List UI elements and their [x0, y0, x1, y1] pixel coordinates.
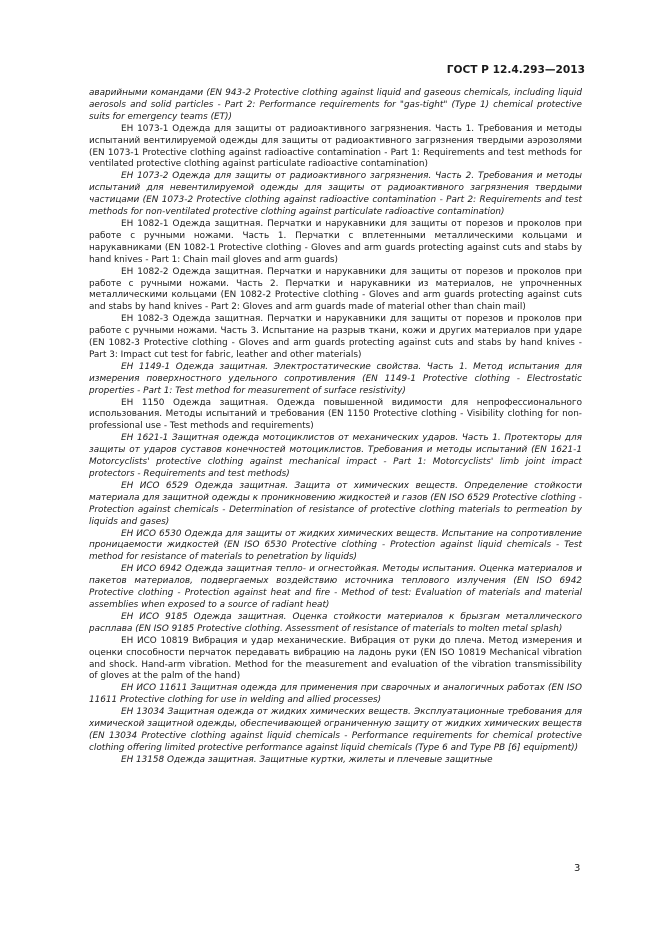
paragraph: ЕН ИСО 6530 Одежда для защиты от жидких химических веществ. Испытание на сопротивление проницаемости жидкостей (EN ISO 6530 Protective clothing - Protection against liquid chemicals - Test method for resistance of materials to penetration by liquids): [89, 528, 582, 563]
paragraph: ЕН 1150 Одежда защитная. Одежда повышенной видимости для непрофессионального использования. Методы испытаний и требования (EN 1150 Protective clothing - Visibility clothing for non-professional use - Test methods and requirements): [89, 397, 582, 432]
paragraph: ЕН ИСО 10819 Вибрация и удар механические. Вибрация от руки до плеча. Метод измерения и оценки способности перчаток передавать вибрацию на ладонь руки (EN ISO 10819 Mechanical vibration and shock. Hand-arm vibration. Method for the measurement and evaluation of the vibration transmissibility of gloves at the palm of the hand): [89, 635, 582, 682]
paragraph: ЕН 13158 Одежда защитная. Защитные куртки, жилеты и плечевые защитные: [121, 754, 493, 765]
paragraph: ЕН 1082-1 Одежда защитная. Перчатки и нарукавники для защиты от порезов и проколов при работе с ручными ножами. Часть 1. Перчатки с вплетенными металлическими кольцами и нарукавниками (EN 1082-1 Protective clothing - Gloves and arm guards protecting against cuts and stabs by hand knives - Part 1: Chain mail gloves and arm guards): [89, 218, 582, 265]
paragraph: ЕН ИСО 11611 Защитная одежда для применения при сварочных и аналогичных работах (EN ISO 11611 Protective clothing for use in welding and allied processes): [89, 683, 582, 706]
paragraph: ЕН 13034 Защитная одежда от жидких химических веществ. Эксплуатационные требования для химической защитной одежды, обеспечивающей ограниченную защиту от жидких химических веществ (EN 13034 Protective clothing against liquid chemicals - Performance requirements for chemical protective clothing offering limited protective performance against liquid chemicals (Type 6 and Type PB [6] equipment)): [89, 707, 582, 753]
paragraph: ЕН 1073-2 Одежда для защиты от радиоактивного загрязнения. Часть 2. Требования и методы испытаний для невентилируемой одежды для защиты от радиоактивного загрязнения твердыми частицами (EN 1073-2 Protective clothing against radioactive contamination - Part 2: Requirements and test methods for non-ventilated protective clothing against particulate radioactive contamination): [89, 171, 582, 218]
paragraph: ЕН 1621-1 Защитная одежда мотоциклистов от механических ударов. Часть 1. Протекторы для защиты от ударов суставов конечностей мотоциклистов. Требования и методы испытаний (EN 1621-1 Motorcyclists' protective clothing against mechanical impact - Part 1: Motorcyclists' limb joint impact protectors - Requirements and test methods): [89, 433, 582, 479]
document-body: [89, 88, 582, 767]
paragraph: ЕН ИСО 9185 Одежда защитная. Оценка стойкости материалов к брызгам металлического расплава (EN ISO 9185 Protective clothing. Assessment of resistance of materials to molten metal splash): [89, 611, 582, 634]
paragraph: ЕН 1082-3 Одежда защитная. Перчатки и нарукавники для защиты от порезов и проколов при работе с ручными ножами. Часть 3. Испытание на разрыв ткани, кожи и других материалов при ударе (EN 1082-3 Protective clothing - Gloves and arm guards protecting against cuts and stabs by hand knives - Part 3: Impact cut test for fabric, leather and other materials): [89, 314, 582, 360]
paragraph: аварийными командами (EN 943-2 Protective clothing against liquid and gaseous chemicals, including liquid aerosols and solid particles - Part 2: Performance requirements for "gas-tight" (Type 1) chemical protective suits for emergency teams (ET)): [89, 88, 582, 122]
paragraph: ЕН ИСО 6942 Одежда защитная тепло- и огнестойкая. Методы испытания. Оценка материалов и пакетов материалов, подвергаемых воздействию источника теплового излучения (EN ISO 6942 Protective clothing - Protection against heat and fire - Method of test: Evaluation of materials and material assemblies when exposed to a source of radiant heat): [89, 564, 582, 610]
paragraph: ЕН ИСО 6529 Одежда защитная. Защита от химических веществ. Определение стойкости материала для защитной одежды к проникновению жидкостей и газов (EN ISO 6529 Protective clothing - Protection against chemicals - Determination of resistance of protective clothing materials to permeation by liquids and gases): [89, 480, 582, 527]
paragraph: ЕН 1073-1 Одежда для защиты от радиоактивного загрязнения. Часть 1. Требования и методы испытаний вентилируемой одежды для защиты от радиоактивного загрязнения твердыми аэрозолями (EN 1073-1 Protective clothing against radioactive contamination - Part 1: Requirements and test methods for ventilated protective clothing against particulate radioactive contamination): [89, 123, 582, 170]
document-header: ГОСТ Р 12.4.293—2013: [446, 64, 585, 76]
paragraph: ЕН 1082-2 Одежда защитная. Перчатки и нарукавники для защиты от порезов и проколов при работе с ручными ножами. Часть 2. Перчатки и нарукавники из материалов, не упрочненных металлическими кольцами (EN 1082-2 Protective clothing - Gloves and arm guards protecting against cuts and stabs by hand knives - Part 2: Gloves and arm guards made of material other than chain mail): [89, 266, 582, 313]
paragraph: ЕН 1149-1 Одежда защитная. Электростатические свойства. Часть 1. Метод испытания для измерения поверхностного удельного сопротивления (EN 1149-1 Protective clothing - Electrostatic properties - Part 1: Test method for measurement of surface resistivity): [89, 361, 582, 396]
page-number: 3: [574, 863, 581, 874]
